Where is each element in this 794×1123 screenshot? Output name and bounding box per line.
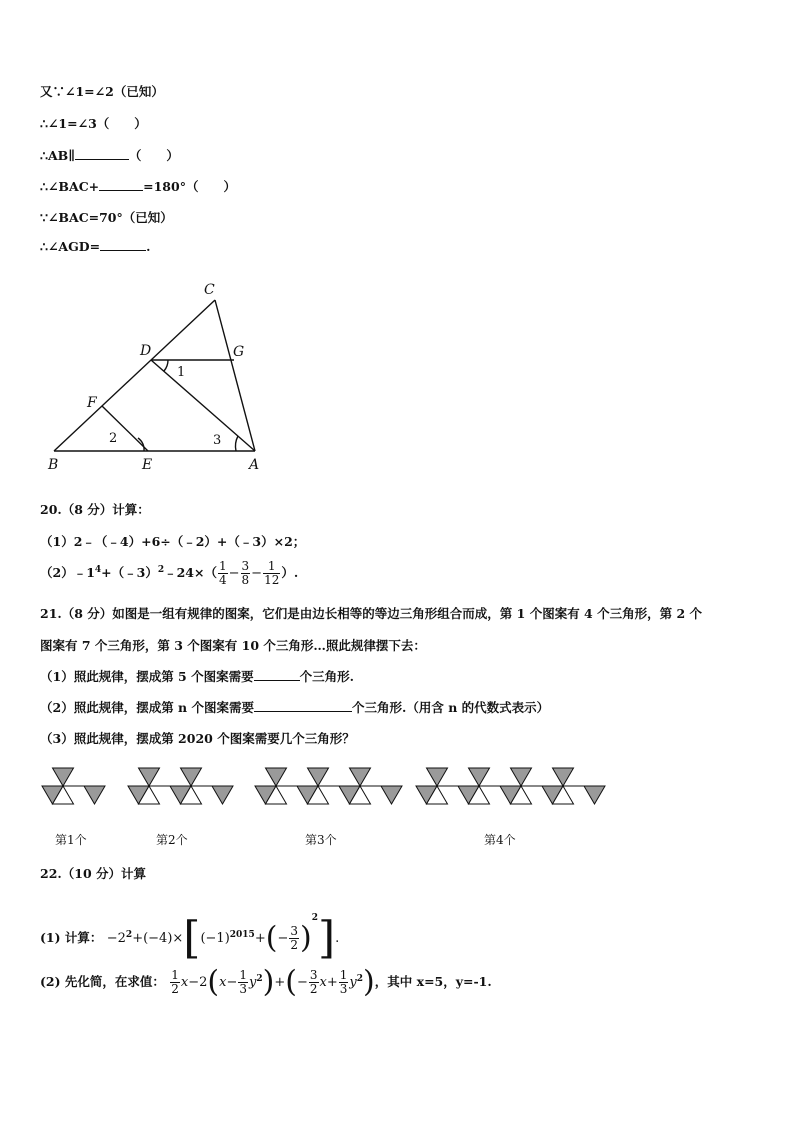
q22-title: 22.（10 分）计算 [40, 866, 146, 881]
proof-line-6-text: ∴∠AGD= [40, 239, 101, 254]
pattern-caption-1: 第1个 [55, 833, 87, 847]
answer-blank[interactable] [254, 700, 352, 712]
proof-line-3-reason: （ ） [128, 148, 179, 163]
pattern-caption-2: 第2个 [156, 833, 188, 847]
numerator: 1 [263, 560, 280, 574]
q22-p1-expr-b: +(−4)× [132, 931, 184, 946]
label-e: E [142, 457, 153, 473]
gray-triangle [308, 768, 329, 786]
angle-2-label: 2 [109, 431, 118, 446]
gray-triangle [427, 768, 448, 786]
gray-triangle [350, 768, 371, 786]
gray-triangle [84, 786, 105, 804]
q22-p1-plus: + [254, 931, 266, 946]
q21-sub-2 [40, 698, 549, 716]
denominator: 4 [218, 573, 227, 587]
answer-blank[interactable] [254, 669, 300, 681]
q22-p1-label: (1) 计算： [40, 930, 103, 945]
left-bracket: [ [183, 912, 201, 964]
proof-line-3 [40, 146, 179, 164]
q20-p2-exp2: 2 [157, 564, 165, 575]
fraction [241, 560, 251, 587]
label-f: F [87, 395, 97, 411]
denominator: 2 [290, 938, 298, 952]
label-b: B [48, 457, 59, 473]
fraction [289, 925, 299, 952]
left-paren: ( [285, 964, 297, 1000]
geometry-figure [40, 270, 280, 480]
q21-sub-1-a: （1）照此规律，摆成第 5 个图案需要 [40, 669, 254, 684]
answer-blank[interactable] [100, 239, 146, 251]
fraction [309, 969, 319, 996]
label-d: D [140, 343, 152, 359]
q22-part2: (2) 先化简，在求值： $\frac{1}{2}$ x−2(x− $\frac{1}{3}$ $y^2)+(-$ $\frac{3}{2}$ x+ $\frac{1}{3}$ $y^2$)，其中 x=5，y=-1. [40, 964, 492, 1000]
answer-blank[interactable] [75, 148, 129, 160]
numerator: 3 [290, 924, 298, 938]
right-paren: ) [300, 920, 312, 956]
q22-p1-inner-exp: 2015 [229, 929, 255, 940]
q22-p2-end: ，其中 x=5，y=-1. [374, 974, 492, 990]
right-paren: ) [363, 964, 375, 1000]
proof-line-6-end: . [146, 239, 151, 254]
gray-triangle [584, 786, 605, 804]
numerator: 1 [171, 968, 179, 983]
q22-p2-label: (2) 先化简，在求值： [40, 974, 165, 990]
q20-title: 20.（8 分）计算： [40, 502, 150, 517]
proof-line-1: 又∵∠1=∠2（已知） [40, 84, 164, 99]
numerator: 3 [241, 559, 250, 573]
label-a: A [249, 457, 260, 473]
left-paren: ( [265, 920, 278, 956]
denominator: 12 [264, 573, 280, 587]
q22-p1-expr-a: −2 [106, 931, 126, 946]
fraction [263, 560, 280, 587]
proof-line-5: ∵∠BAC=70°（已知） [40, 210, 173, 225]
gray-triangle [553, 768, 574, 786]
q22-part1: (1) 计算： $-2^2+(-4)\times[(-1)^{2015}+(-$ $\frac{3}{2}$ )$^2$]. [40, 912, 340, 964]
q21-sub-1 [40, 667, 354, 685]
numerator: 1 [339, 968, 348, 983]
q21-sub-3: （3）照此规律，摆成第 2020 个图案需要几个三角形？ [40, 731, 355, 746]
q21-sub-1-b: 个三角形. [299, 669, 354, 684]
q20-p2-b: +（﹣3） [101, 565, 158, 580]
fraction [339, 969, 349, 996]
gray-triangle [181, 768, 202, 786]
answer-blank[interactable] [99, 179, 143, 191]
angle-1-label: 1 [177, 365, 186, 380]
q21-text-2: 图案有 7 个三角形，第 3 个图案有 10 个三角形…照此规律摆下去： [40, 638, 426, 653]
fraction [218, 560, 228, 587]
gray-triangle [381, 786, 402, 804]
q22-p1-end: . [335, 931, 340, 946]
proof-line-6 [40, 239, 150, 254]
angle-3-label: 3 [213, 433, 222, 448]
proof-line-2: ∴∠1=∠3（ ） [40, 116, 147, 131]
right-bracket: ] [317, 912, 336, 964]
gray-triangle [511, 768, 532, 786]
denominator: 2 [171, 982, 179, 997]
gray-triangle [212, 786, 233, 804]
pattern-caption-3: 第3个 [305, 833, 337, 847]
q22-p1-exp: 2 [125, 929, 133, 940]
numerator: 1 [239, 968, 248, 983]
q20-p2-d: ）. [281, 565, 299, 580]
proof-line-4-text: ∴∠BAC+ [40, 179, 100, 194]
numerator: 1 [218, 559, 227, 573]
label-c: C [204, 282, 215, 298]
triangle-patterns [0, 760, 794, 830]
numerator: 3 [309, 968, 318, 983]
label-g: G [233, 344, 245, 360]
gray-triangle [266, 768, 287, 786]
gray-triangle [53, 768, 74, 786]
fraction [238, 969, 248, 996]
gray-triangle [139, 768, 160, 786]
fraction [170, 969, 180, 996]
denominator: 2 [309, 982, 318, 997]
left-paren: ( [207, 964, 220, 1000]
proof-line-4-reason: =180°（ ） [143, 179, 236, 194]
denominator: 3 [339, 982, 348, 997]
q22-p1-inner: (−1) [200, 931, 230, 946]
q21-text-1: 21.（8 分）如图是一组有规律的图案，它们是由边长相等的等边三角形组合而成，第 1 个图案有 4 个三角形，第 2 个 [40, 606, 703, 621]
q20-part1: （1）2﹣（﹣4）+6÷（﹣2）+（﹣3）×2； [40, 534, 306, 549]
q20-p2-c: ﹣24×（ [164, 565, 217, 580]
right-paren: ) [262, 964, 275, 1000]
gray-triangle [469, 768, 490, 786]
denominator: 8 [241, 573, 250, 587]
q20-p2-a: （2）﹣1 [40, 565, 95, 580]
q21-sub-2-b: 个三角形.（用含 n 的代数式表示） [352, 700, 550, 715]
denominator: 3 [239, 982, 248, 997]
proof-line-4 [40, 177, 236, 195]
q21-sub-2-a: （2）照此规律，摆成第 n 个图案需要 [40, 700, 254, 715]
q20-p2-exp: 4 [94, 564, 102, 575]
pattern-caption-4: 第4个 [484, 833, 516, 847]
proof-line-3-text: ∴AB∥ [40, 148, 75, 163]
q20-part2: $(2)﹣1^4+(﹣3)^2﹣24\times$（ $\frac{1}{4}$ − $\frac{3}{8}$ − $\frac{1}{12}$ ）. [40, 559, 299, 587]
q22-p1-sq: 2 [311, 913, 318, 923]
